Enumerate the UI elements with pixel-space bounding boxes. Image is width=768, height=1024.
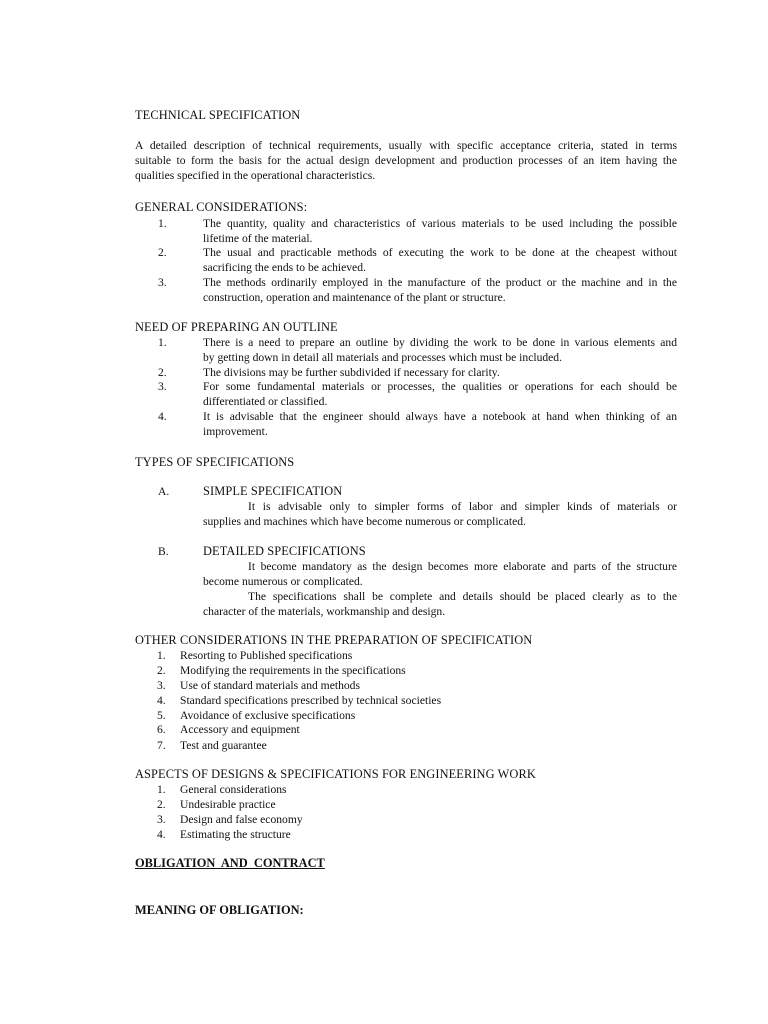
meaning-heading: MEANING OF OBLIGATION: <box>135 903 304 917</box>
list-number: 1. <box>158 217 167 230</box>
type-letter: B. <box>158 545 169 558</box>
list-number: 4. <box>157 694 166 707</box>
list-item: Estimating the structure <box>180 828 291 841</box>
list-item-line: The usual and practicable methods of executing the work to be done at the cheapest without <box>203 246 677 259</box>
document-title: TECHNICAL SPECIFICATION <box>135 108 301 122</box>
list-item: Undesirable practice <box>180 798 276 811</box>
list-item: Avoidance of exclusive specifications <box>180 709 356 722</box>
list-item <box>203 216 677 246</box>
list-item: Modifying the requirements in the specifications <box>180 664 406 677</box>
type-b-line: The specifications shall be complete and details should be placed clearly as to the <box>248 590 677 603</box>
list-number: 2. <box>158 366 167 379</box>
type-a-line: supplies and machines which have become numerous or complicated. <box>203 515 526 528</box>
list-item-line: The methods ordinarily employed in the manufacture of the product or the machine and in the <box>203 276 677 289</box>
list-item <box>203 365 677 380</box>
list-item-line: lifetime of the material. <box>203 232 313 245</box>
type-b-line: become numerous or complicated. <box>203 575 363 588</box>
list-number: 3. <box>158 380 167 393</box>
type-a-line: It is advisable only to simpler forms of labor and simpler kinds of materials or <box>248 500 677 513</box>
list-item: Test and guarantee <box>180 739 267 752</box>
list-number: 7. <box>157 739 166 752</box>
list-item-line: For some fundamental materials or processes, the qualities or operations for each should be <box>203 380 677 393</box>
list-item: General considerations <box>180 783 287 796</box>
obligation-heading: OBLIGATION AND CONTRACT <box>135 856 325 870</box>
list-number: 1. <box>157 783 166 796</box>
list-item-line: There is a need to prepare an outline by dividing the work to be done in various elements and <box>203 336 677 349</box>
type-letter: A. <box>158 485 170 498</box>
section-heading-types: TYPES OF SPECIFICATIONS <box>135 455 295 469</box>
list-item <box>203 275 677 305</box>
list-item: Standard specifications prescribed by technical societies <box>180 694 442 707</box>
section-heading-general: GENERAL CONSIDERATIONS: <box>135 200 308 214</box>
list-number: 4. <box>157 828 166 841</box>
list-item: Resorting to Published specifications <box>180 649 353 662</box>
list-number: 6. <box>157 723 166 736</box>
type-b-line: character of the materials, workmanship and design. <box>203 605 446 618</box>
list-number: 2. <box>157 798 166 811</box>
list-item-line: construction, operation and maintenance of the plant or structure. <box>203 291 506 304</box>
list-number: 3. <box>157 813 166 826</box>
list-number: 1. <box>157 649 166 662</box>
list-item-line: differentiated or classified. <box>203 395 328 408</box>
list-number: 3. <box>157 679 166 692</box>
list-item <box>203 335 677 365</box>
list-number: 2. <box>157 664 166 677</box>
list-item-line: It is advisable that the engineer should always have a notebook at hand when thinking of an <box>203 410 677 423</box>
list-item-line: The quantity, quality and characteristics of various materials to be used including the possible <box>203 217 677 230</box>
list-item <box>203 409 677 439</box>
list-number: 3. <box>158 276 167 289</box>
type-b-line: It become mandatory as the design becomes more elaborate and parts of the structure <box>248 560 677 573</box>
list-item: Use of standard materials and methods <box>180 679 360 692</box>
intro-line: suitable to form the basis for the actual design development and production processes of an item having the <box>135 154 677 167</box>
list-item: Design and false economy <box>180 813 303 826</box>
list-item-line: The divisions may be further subdivided if necessary for clarity. <box>203 366 500 379</box>
list-number: 5. <box>157 709 166 722</box>
list-item-line: sacrificing the ends to be achieved. <box>203 261 366 274</box>
list-item <box>203 245 677 275</box>
section-heading-other: OTHER CONSIDERATIONS IN THE PREPARATION OF SPECIFICATION <box>135 633 533 647</box>
section-heading-outline: NEED OF PREPARING AN OUTLINE <box>135 320 338 334</box>
intro-line: qualities specified in the operational characteristics. <box>135 169 376 182</box>
section-heading-aspects: ASPECTS OF DESIGNS & SPECIFICATIONS FOR ENGINEERING WORK <box>135 767 536 781</box>
list-item-line: by getting down in detail all materials and processes which must be included. <box>203 351 562 364</box>
list-number: 1. <box>158 336 167 349</box>
list-item-line: improvement. <box>203 425 268 438</box>
list-number: 2. <box>158 246 167 259</box>
list-number: 4. <box>158 410 167 423</box>
list-item <box>203 379 677 409</box>
intro-line: A detailed description of technical requirements, usually with specific acceptance criteria, stated in terms <box>135 139 677 152</box>
type-title-simple: SIMPLE SPECIFICATION <box>203 484 343 498</box>
list-item: Accessory and equipment <box>180 723 300 736</box>
type-title-detailed: DETAILED SPECIFICATIONS <box>203 544 366 558</box>
